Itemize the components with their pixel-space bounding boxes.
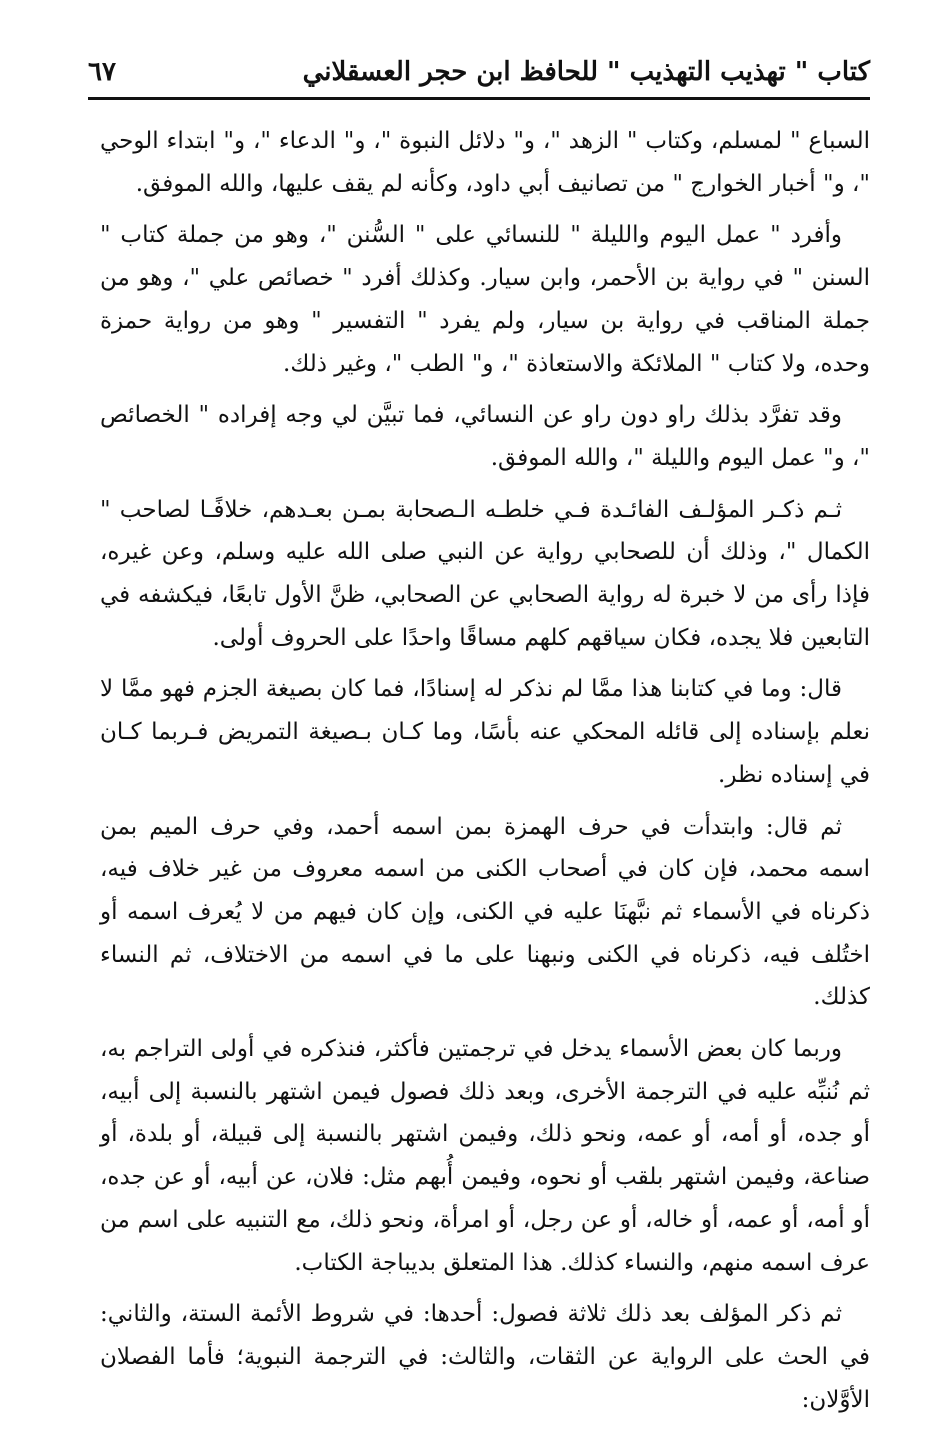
- header-rule: [88, 97, 870, 100]
- paragraph-1: السباع " لمسلم، وكتاب " الزهد "، و" دلائل النبوة "، و" الدعاء "، و" ابتداء الوحي "، و" أخبار الخوارج " من تصانيف أبي داود، وكأنه لم يقف عليها، والله الموفق.: [100, 128, 870, 197]
- paragraph-2: وأفرد " عمل اليوم والليلة " للنسائي على " السُّنن "، وهو من جملة كتاب " السنن " في رواية بن الأحمر، وابن سيار. وكذلك أفرد " خصائص علي "، وهو من جملة المناقب في رواية بن سيار، ولم يفرد " التفسير " وهو من رواية حمزة وحده، ولا كتاب " الملائكة والاستعاذة "، و" الطب "، وغير ذلك.: [100, 222, 870, 377]
- paragraph-8: ثم ذكر المؤلف بعد ذلك ثلاثة فصول: أحدها: في شروط الأئمة الستة، والثاني: في الحث على الرواية عن الثقات، والثالث: في الترجمة النبوية؛ فأما الفصلان الأوَّلان:: [100, 1301, 870, 1413]
- paragraph-4: ثـم ذكـر المؤلـف الفائـدة فـي خلطـه الـصحابة بمـن بعـدهم، خلافًـا لصاحب " الكمال "، وذلك أن للصحابي رواية عن النبي صلى الله عليه وسلم، وعن غيره، فإذا رأى من لا خبرة له رواية الصحابي عن الصحابي، ظنَّ الأول تابعًا، فيكشفه في التابعين فلا يجده، فكان سياقهم كلهم مساقًا واحدًا على الحروف أولى.: [100, 496, 870, 651]
- paragraph-6: ثم قال: وابتدأت في حرف الهمزة بمن اسمه أحمد، وفي حرف الميم بمن اسمه محمد، فإن كان في أصحاب الكنى من اسمه معروف من غير خلاف فيه، ذكرناه في الأسماء ثم نبَّهنَا عليه في الكنى، وإن كان فيهم من لا يُعرف اسمه أو اختُلف فيه، ذكرناه في الكنى ونبهنا على ما في اسمه من الاختلاف، ثم النساء كذلك.: [100, 813, 870, 1011]
- page-number: ٦٧: [88, 57, 116, 87]
- paragraph-5: قال: وما في كتابنا هذا ممَّا لم نذكر له إسنادًا، فما كان بصيغة الجزم فهو ممَّا لا نعلم بإسناده إلى قائله المحكي عنه بأسًا، وما كـان بـصيغة التمريض فـربما كـان في إسناده نظر.: [100, 676, 870, 788]
- paragraph-3: وقد تفرَّد بذلك راو دون راو عن النسائي، فما تبيَّن لي وجه إفراده " الخصائص "، و" عمل اليوم والليلة "، والله الموفق.: [100, 402, 870, 471]
- body-text: [100, 120, 870, 1430]
- paragraph-7: وربما كان بعض الأسماء يدخل في ترجمتين فأكثر، فنذكره في أولى التراجم به، ثم نُنبِّه عليه في الترجمة الأخرى، وبعد ذلك فصول فيمن اشتهر بالنسبة إلى أبيه، أو جده، أو أمه، أو عمه، ونحو ذلك، وفيمن اشتهر بالنسبة إلى قبيلة، أو بلدة، أو صناعة، وفيمن اشتهر بلقب أو نحوه، وفيمن أُبهم مثل: فلان، عن أبيه، أو عن جده، أو أمه، أو عمه، أو خاله، أو عن رجل، أو امرأة، ونحو ذلك، مع التنبيه على اسم من عرف اسمه منهم، والنساء كذلك. هذا المتعلق بديباجة الكتاب.: [100, 1036, 870, 1276]
- running-header: [88, 52, 870, 98]
- header-title: كتاب " تهذيب التهذيب " للحافظ ابن حجر العسقلاني: [302, 57, 870, 87]
